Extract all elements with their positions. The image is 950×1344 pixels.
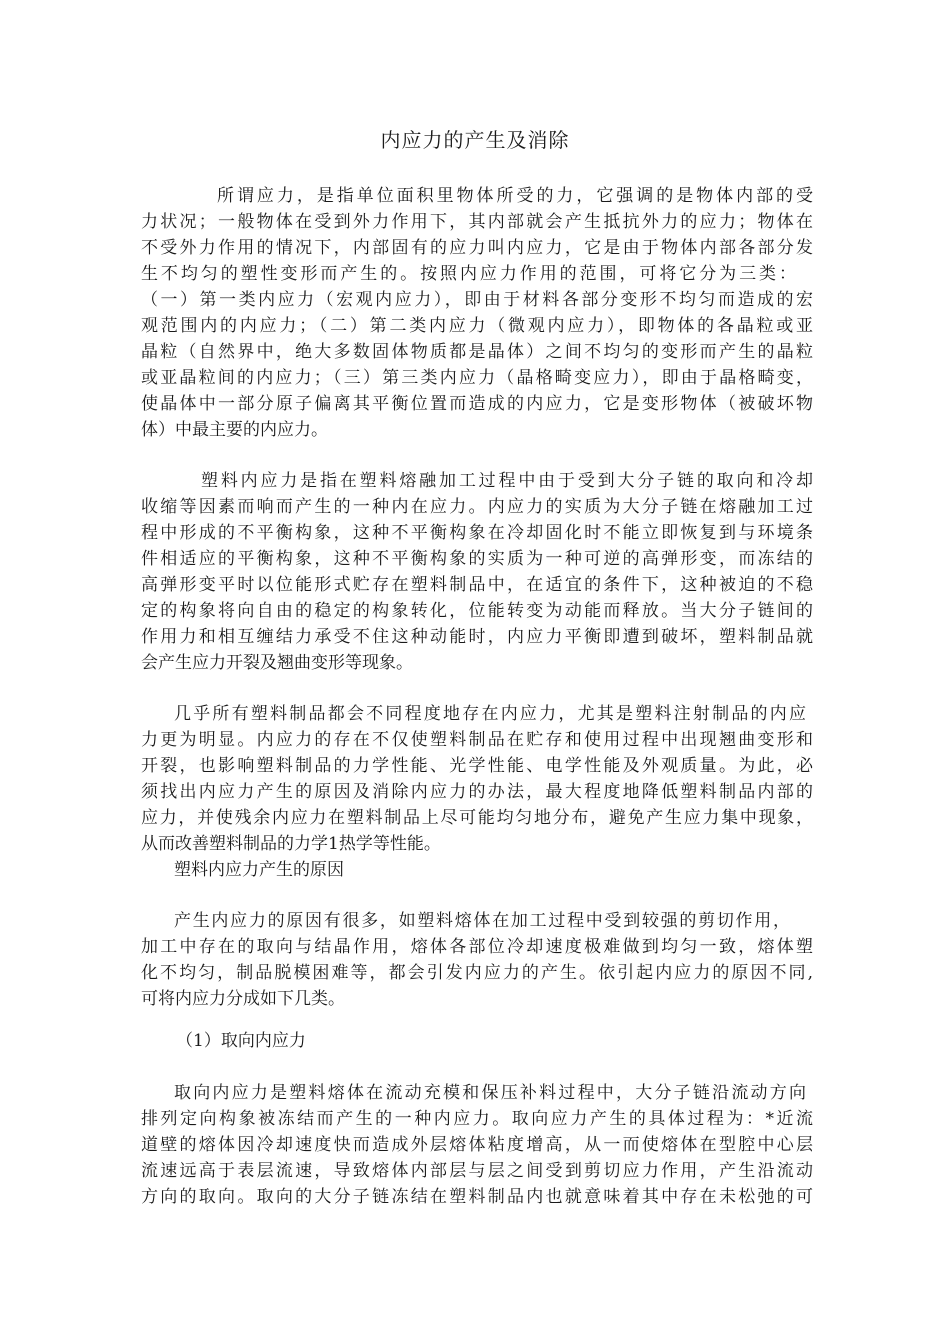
text-line: 晶粒（自然界中，绝大多数固体物质都是晶体）之间不均匀的变形而产生的晶粒: [141, 342, 813, 362]
text-line: 排列定向构象被冻结而产生的一种内应力。取向应力产生的具体过程为：*近流: [141, 1109, 813, 1129]
text-line: 开裂，也影响塑料制品的力学性能、光学性能、电学性能及外观质量。为此，必: [141, 756, 813, 776]
text-line: 作用力和相互缠结力承受不住这种动能时，内应力平衡即遭到破坏，塑料制品就: [141, 627, 813, 647]
text-line: 或亚晶粒间的内应力；（三）第三类内应力（晶格畸变应力），即由于晶格畸变，: [141, 368, 813, 388]
text-line: 取向内应力是塑料熔体在流动充模和保压补料过程中，大分子链沿流动方向: [174, 1083, 806, 1103]
text-line: 力更为明显。内应力的存在不仅使塑料制品在贮存和使用过程中出现翘曲变形和: [141, 730, 813, 750]
text-line: 程中形成的不平衡构象，这种不平衡构象在冷却固化时不能立即恢复到与环境条: [141, 523, 813, 543]
subsection-heading-orientation: （1）取向内应力: [176, 1031, 306, 1051]
text-line: 几乎所有塑料制品都会不同程度地存在内应力，尤其是塑料注射制品的内应: [174, 704, 806, 724]
text-line: 观范围内的内应力；（二）第二类内应力（微观内应力），即物体的各晶粒或亚: [141, 316, 813, 336]
text-line: 应力，并使残余内应力在塑料制品上尽可能均匀地分布，避免产生应力集中现象，: [141, 808, 813, 828]
text-line: 从而改善塑料制品的力学1热学等性能。: [141, 834, 441, 854]
text-line: 道壁的熔体因冷却速度快而造成外层熔体粘度增高，从一而使熔体在型腔中心层: [141, 1135, 813, 1155]
section-heading-causes: 塑料内应力产生的原因: [174, 860, 344, 880]
text-line: 须找出内应力产生的原因及消除内应力的办法，最大程度地降低塑料制品内部的: [141, 782, 813, 802]
text-line: 收缩等因素而响而产生的一种内在应力。内应力的实质为大分子链在熔融加工过: [141, 497, 813, 517]
text-line: 加工中存在的取向与结晶作用，熔体各部位冷却速度极难做到均匀一致，熔体塑: [141, 937, 813, 957]
text-line: 流速远高于表层流速，导致熔体内部层与层之间受到剪切应力作用，产生沿流动: [141, 1161, 813, 1181]
text-line: 件相适应的平衡构象，这种不平衡构象的实质为一种可逆的高弹形变，而冻结的: [141, 549, 813, 569]
page-title: 内应力的产生及消除: [380, 128, 570, 152]
text-line: 不受外力作用的情况下，内部固有的应力叫内应力，它是由于物体内部各部分发: [141, 238, 813, 258]
text-line: 所谓应力，是指单位面积里物体所受的力，它强调的是物体内部的受: [217, 186, 813, 206]
text-line: 产生内应力的原因有很多，如塑料熔体在加工过程中受到较强的剪切作用，: [174, 911, 790, 931]
text-line: 可将内应力分成如下几类。: [141, 989, 345, 1009]
text-line: 方向的取向。取向的大分子链冻结在塑料制品内也就意味着其中存在未松弛的可: [141, 1187, 813, 1207]
text-line: 会产生应力开裂及翘曲变形等现象。: [141, 653, 413, 673]
text-line: 高弹形变平时以位能形式贮存在塑料制品中，在适宜的条件下，这种被迫的不稳: [141, 575, 813, 595]
text-line: （一）第一类内应力（宏观内应力），即由于材料各部分变形不均匀而造成的宏: [141, 290, 813, 310]
text-line: 定的构象将向自由的稳定的构象转化，位能转变为动能而释放。当大分子链间的: [141, 601, 813, 621]
text-line: 化不均匀，制品脱模困难等，都会引发内应力的产生。依引起内应力的原因不同,: [141, 963, 813, 983]
text-line: 力状况；一般物体在受到外力作用下，其内部就会产生抵抗外力的应力；物体在: [141, 212, 813, 232]
text-line: 生不均匀的塑性变形而产生的。按照内应力作用的范围，可将它分为三类：: [141, 264, 796, 284]
text-line: 使晶体中一部分原子偏离其平衡位置而造成的内应力，它是变形物体（被破坏物: [141, 394, 813, 414]
text-line: 塑料内应力是指在塑料熔融加工过程中由于受到大分子链的取向和冷却: [201, 471, 813, 491]
text-line: 体）中最主要的内应力。: [141, 420, 328, 440]
